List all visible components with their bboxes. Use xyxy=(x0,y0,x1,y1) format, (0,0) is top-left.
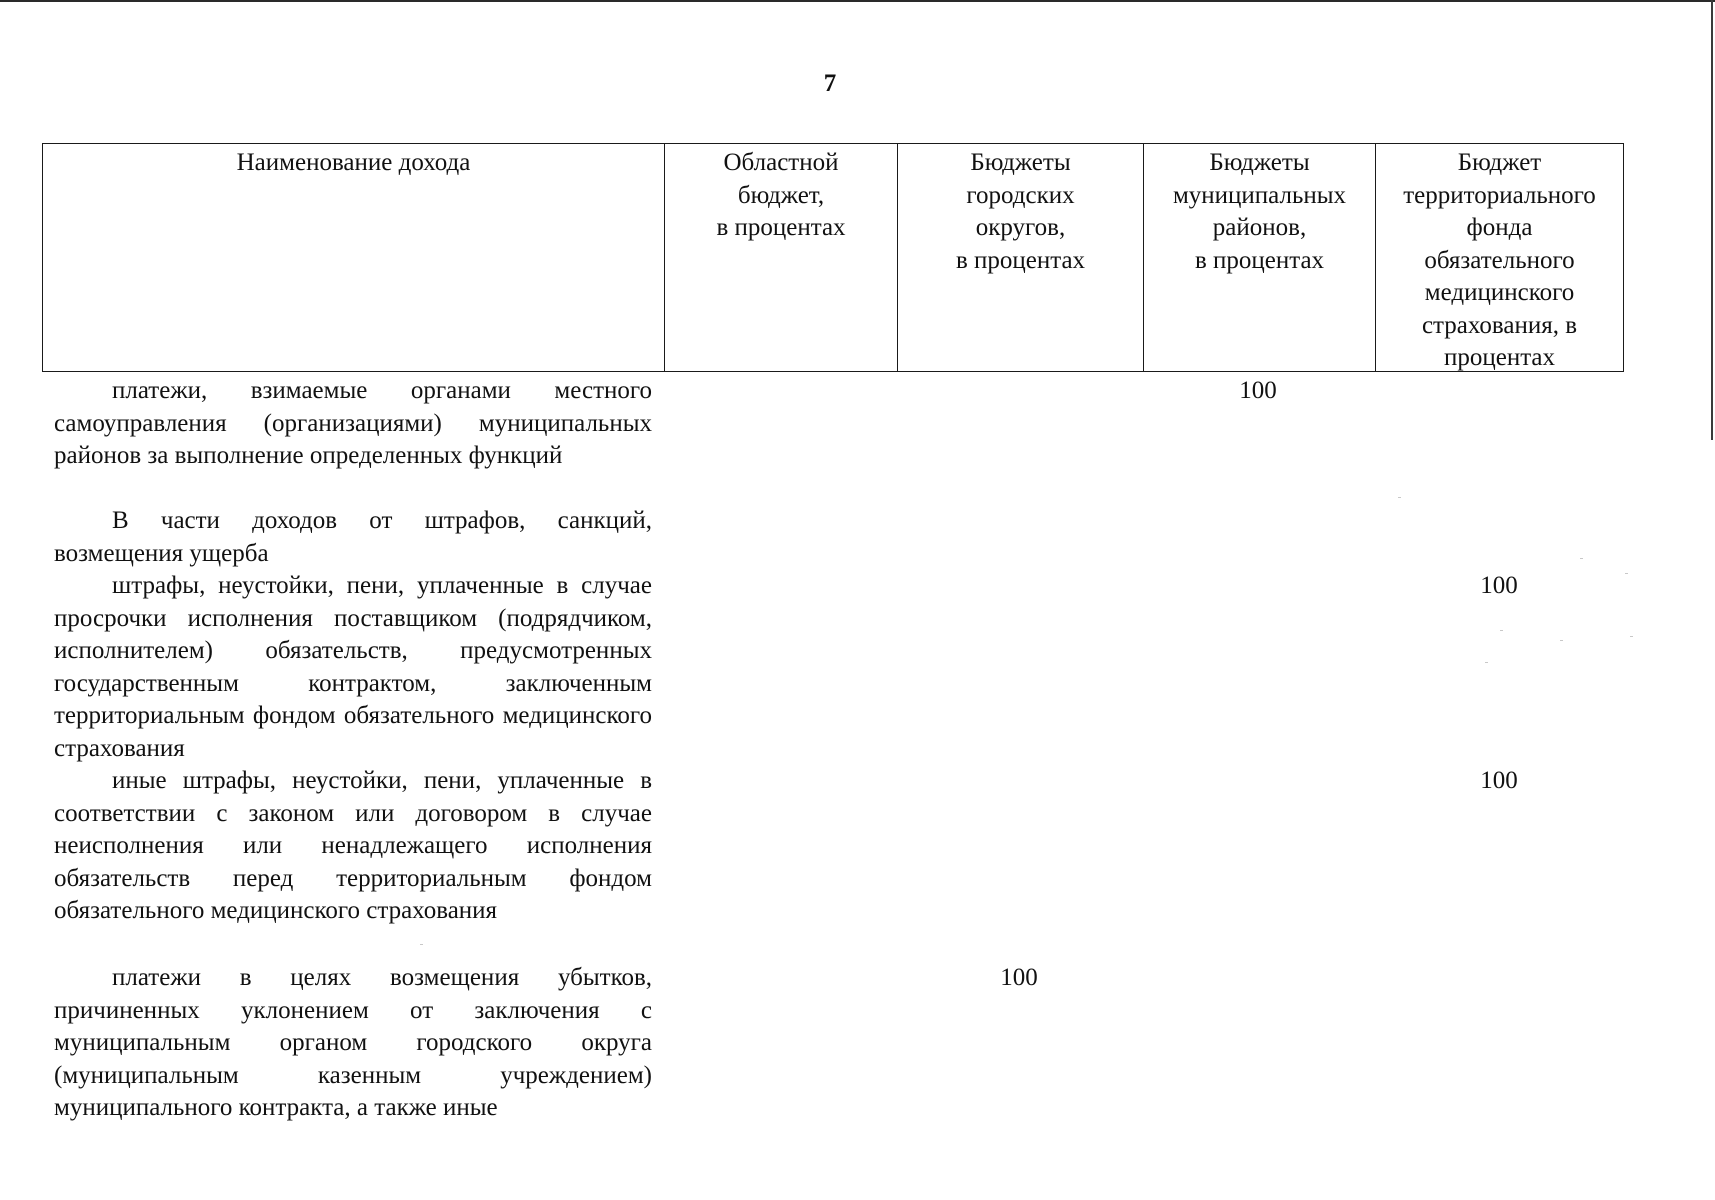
header-income-name: Наименование дохода xyxy=(43,144,665,371)
page-number: 7 xyxy=(823,70,837,97)
value-tfoms: 100 xyxy=(1480,767,1518,794)
scan-top-edge xyxy=(0,0,1715,2)
scan-right-edge xyxy=(1711,0,1713,440)
value-municipal-district: 100 xyxy=(1239,377,1277,404)
value-city-district: 100 xyxy=(1000,964,1038,991)
scan-speck xyxy=(420,944,423,945)
scan-speck xyxy=(1625,573,1628,574)
header-city-district-budgets: Бюджеты городских округов, в процентах xyxy=(898,144,1144,371)
header-oblast-budget: Областной бюджет, в процентах xyxy=(665,144,898,371)
income-description: платежи, взимаемые органами местного самоуправления (организациями) муниципальных районов за выполнение определенных функций xyxy=(54,377,652,469)
income-description: В части доходов от штрафов, санкций, возмещения ущерба xyxy=(54,507,652,567)
scan-speck xyxy=(1500,630,1503,631)
header-tfoms-budget: Бюджет территориального фонда обязательного медицинского страхования, в процентах xyxy=(1403,149,1596,371)
income-description: платежи в целях возмещения убытков, причиненных уклонением от заключения с муниципальным органом городского округа (муниципальным казенным учреждением) муниципального контракта, а также иные xyxy=(54,964,652,1121)
scan-speck xyxy=(1398,497,1401,498)
header-municipal-district-budgets: Бюджеты муниципальных районов, в процентах xyxy=(1144,144,1376,371)
table-header xyxy=(42,143,1624,372)
scan-speck xyxy=(1630,636,1633,637)
scan-speck xyxy=(1560,640,1563,641)
scan-speck xyxy=(1485,662,1488,663)
income-description: иные штрафы, неустойки, пени, уплаченные в соответствии с законом или договором в случае неисполнения или ненадлежащего исполнения обязательств перед территориальным фондом обязательного медицинского страхования xyxy=(54,767,652,924)
value-tfoms: 100 xyxy=(1480,572,1518,599)
scan-speck xyxy=(1580,558,1583,559)
income-description: штрафы, неустойки, пени, уплаченные в случае просрочки исполнения поставщиком (подрядчиком, исполнителем) обязательств, предусмотренных государственным контрактом, заключенным территориальным фондом обязательного медицинского страхования xyxy=(54,572,652,762)
